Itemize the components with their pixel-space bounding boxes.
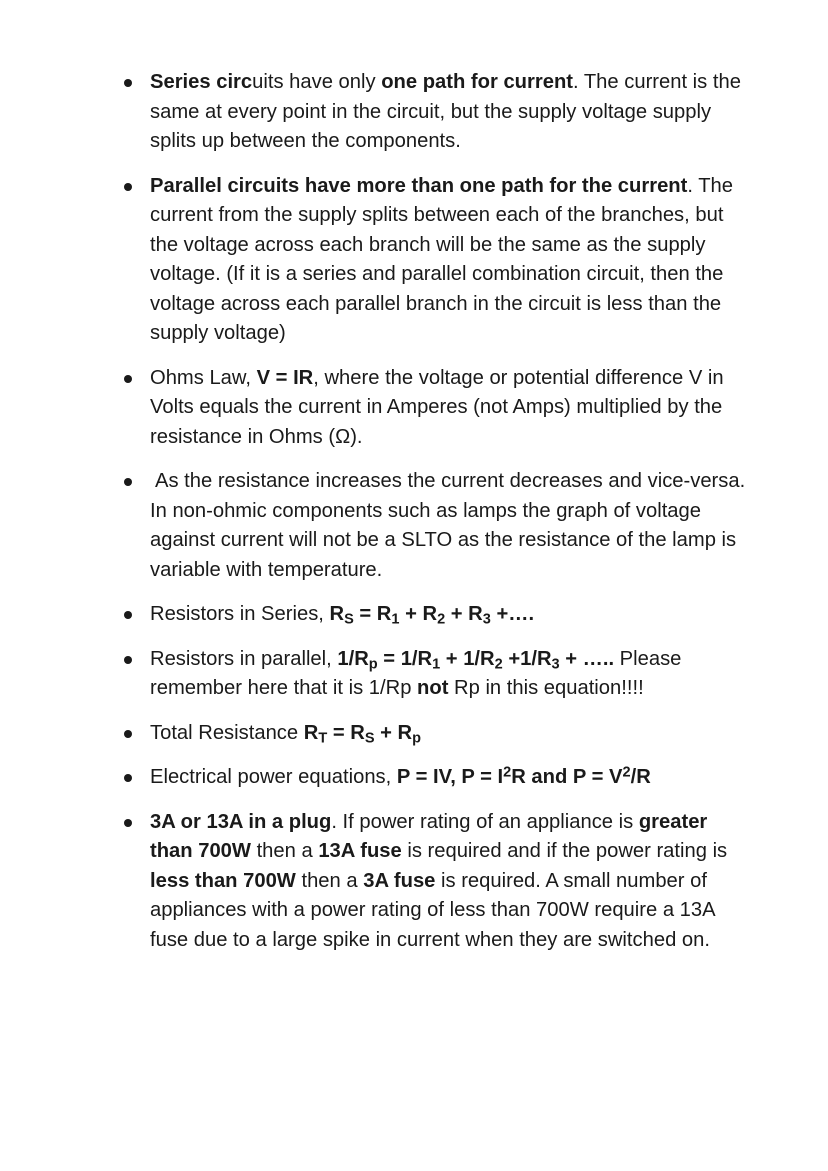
notes-list	[150, 68, 750, 970]
term-plug-fuse: 3A or 13A in a plug	[150, 810, 332, 833]
bullet-resistors-parallel: Resistors in parallel, $1/R_p = 1/R_1 + 1/R_2 +1/R_3$ + ….. Please remember here that it is 1/Rp not Rp in this equation!!!!	[150, 645, 750, 704]
parallel-resistance-equation: $1/R_p = 1/R_1 + 1/R_2 +1/R_3$ + …..	[337, 647, 615, 673]
bullet-power-equations: Electrical power equations, P = IV, $P = I^2R$ and $P = V^2/R$	[150, 763, 750, 793]
total-resistance-equation: $R_T = R_S + R_p$	[303, 721, 421, 747]
series-resistance-equation: $R_S = R_1 + R_2 + R_3$ +….	[329, 603, 535, 628]
power-equations: P = IV, $P = I^2R$ and $P = V^2/R$	[396, 764, 651, 788]
bullet-series-circuits: Series circuits have only one path for current. The current is the same at every point in the circuit, but the supply voltage supply splits up between the components.	[150, 68, 750, 157]
bullet-ohms-law: Ohms Law, V = IR, where the voltage or potential difference V in Volts equals the current in Amperes (not Amps) multiplied by the resistance in Ohms (Ω).	[150, 364, 750, 453]
ohms-law-equation: V = IR	[256, 366, 314, 389]
bullet-resistors-series: Resistors in Series, $R_S = R_1 + R_2 + R_3$ +….	[150, 600, 750, 630]
term-parallel-circuits: Parallel circuits have more than one path for the current	[150, 174, 688, 197]
bullet-total-resistance: Total Resistance $R_T = R_S + R_p$	[150, 719, 750, 749]
bullet-fuse-rating: 3A or 13A in a plug. If power rating of an appliance is greater than 700W then a 13A fuse is required and if the power rating is less than 700W then a 3A fuse is required. A small number of appliances with a power rating of less than 700W require a 13A fuse due to a large spike in current when they are switched on.	[150, 808, 750, 956]
bullet-resistance-current: As the resistance increases the current decreases and vice-versa. In non-ohmic components such as lamps the graph of voltage against current will not be a SLTO as the resistance of the lamp is variable with temperature.	[150, 467, 750, 585]
term-series-circuits: Series circ	[150, 71, 253, 93]
bullet-parallel-circuits: Parallel circuits have more than one path for the current. The current from the supply splits between each of the branches, but the voltage across each branch will be the same as the supply voltage. (If it is a series and parallel combination circuit, then the voltage across each parallel branch in the circuit is less than the supply voltage)	[150, 172, 750, 349]
